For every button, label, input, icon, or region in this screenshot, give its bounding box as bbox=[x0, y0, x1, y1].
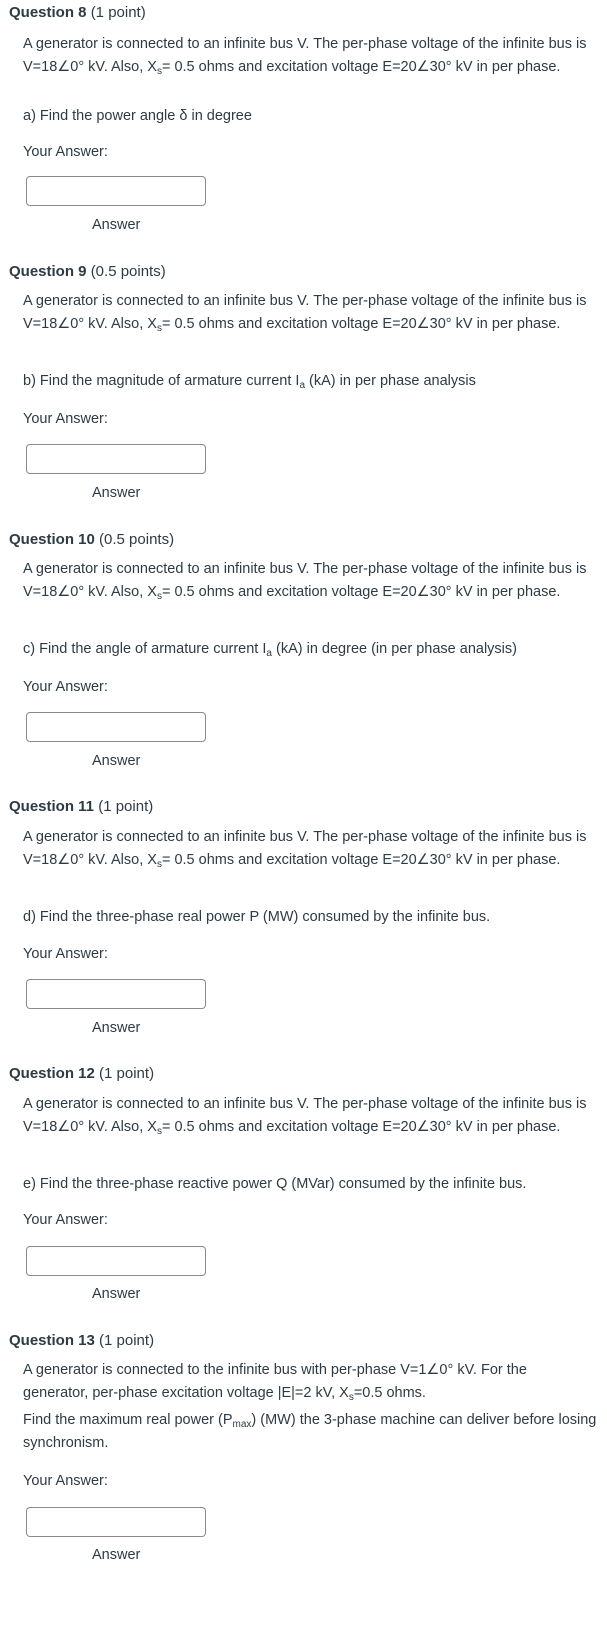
your-answer-label: Your Answer: bbox=[23, 1473, 108, 1489]
question-points: (1 point) bbox=[90, 4, 146, 21]
question-prompt: a) Find the power angle δ in degree bbox=[23, 108, 252, 124]
question-title: Question 12 bbox=[9, 1065, 95, 1082]
question-points: (0.5 points) bbox=[99, 531, 175, 548]
question-header bbox=[9, 531, 174, 549]
question-title: Question 13 bbox=[9, 1332, 95, 1349]
question-header bbox=[9, 1332, 154, 1350]
question-text: A generator is connected to the infinite bus with per-phase V=1∠0° kV. For the generator, per-phase excitation voltage |E|=2 kV, $X_s=0.5$ ohms. bbox=[23, 1362, 527, 1403]
your-answer-label: Your Answer: bbox=[23, 1212, 108, 1228]
question-header bbox=[9, 798, 153, 816]
question-points: (1 point) bbox=[99, 1332, 155, 1349]
answer-input[interactable] bbox=[26, 979, 206, 1009]
your-answer-label: Your Answer: bbox=[23, 679, 108, 695]
question-header bbox=[9, 1065, 154, 1083]
question-prompt: c) Find the angle of armature current $I_a$ (kA) in degree (in per phase analysis) bbox=[23, 641, 517, 659]
question-points: (0.5 points) bbox=[90, 263, 166, 280]
question-title: Question 8 bbox=[9, 4, 87, 21]
your-answer-label: Your Answer: bbox=[23, 411, 108, 427]
answer-input[interactable] bbox=[26, 444, 206, 474]
answer-input[interactable] bbox=[26, 712, 206, 742]
question-prompt: Find the maximum real power $(P_{max})$ (MW) the 3-phase machine can deliver before losing synchronism. bbox=[23, 1412, 597, 1451]
question-text: A generator is connected to an infinite bus V. The per-phase voltage of the infinite bus is V=18∠0° kV. Also, $X_s= 0.5$ ohms and excitation voltage E=20∠30° kV in per phase. bbox=[23, 561, 587, 602]
question-text: A generator is connected to an infinite bus V. The per-phase voltage of the infinite bus is V=18∠0° kV. Also, $X_s= 0.5$ ohms and excitation voltage E=20∠30° kV in per phase. bbox=[23, 293, 587, 334]
your-answer-label: Your Answer: bbox=[23, 144, 108, 160]
your-answer-label: Your Answer: bbox=[23, 946, 108, 962]
question-title: Question 9 bbox=[9, 263, 87, 280]
question-text: A generator is connected to an infinite bus V. The per-phase voltage of the infinite bus is V=18∠0° kV. Also, $X_s= 0.5$ ohms and excitation voltage E=20∠30° kV in per phase. bbox=[23, 36, 587, 77]
answer-input[interactable] bbox=[26, 176, 206, 206]
question-prompt: d) Find the three-phase real power P (MW) consumed by the infinite bus. bbox=[23, 909, 491, 925]
question-prompt: e) Find the three-phase reactive power Q (MVar) consumed by the infinite bus. bbox=[23, 1176, 527, 1192]
question-points: (1 point) bbox=[98, 798, 154, 815]
question-title: Question 10 bbox=[9, 531, 95, 548]
question-title: Question 11 bbox=[9, 798, 95, 815]
question-header bbox=[9, 4, 146, 22]
answer-label: Answer bbox=[92, 1547, 141, 1563]
answer-label: Answer bbox=[92, 217, 141, 233]
answer-label: Answer bbox=[92, 753, 141, 769]
answer-label: Answer bbox=[92, 1286, 141, 1302]
question-header bbox=[9, 263, 166, 281]
answer-label: Answer bbox=[92, 485, 141, 501]
answer-input[interactable] bbox=[26, 1246, 206, 1276]
answer-input[interactable] bbox=[26, 1507, 206, 1537]
question-text: A generator is connected to an infinite bus V. The per-phase voltage of the infinite bus is V=18∠0° kV. Also, $X_s= 0.5$ ohms and excitation voltage E=20∠30° kV in per phase. bbox=[23, 829, 587, 870]
question-points: (1 point) bbox=[99, 1065, 155, 1082]
question-prompt: b) Find the magnitude of armature current $I_a$ (kA) in per phase analysis bbox=[23, 373, 476, 391]
answer-label: Answer bbox=[92, 1020, 141, 1036]
question-text: A generator is connected to an infinite bus V. The per-phase voltage of the infinite bus is V=18∠0° kV. Also, $X_s= 0.5$ ohms and excitation voltage E=20∠30° kV in per phase. bbox=[23, 1096, 587, 1137]
